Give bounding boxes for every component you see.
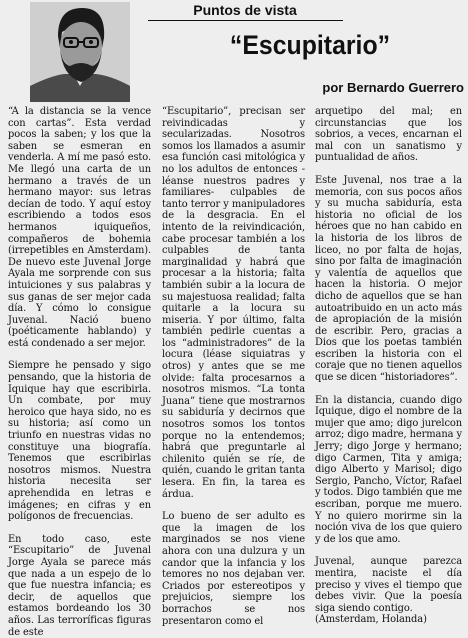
- section-label: Puntos de vista: [193, 2, 297, 18]
- article-title: “Escupitario”: [229, 30, 391, 60]
- section-divider: [148, 20, 343, 21]
- text-column-1: [8, 106, 151, 638]
- paragraph: En la distancia, cuando digo Iquique, digo el nombre de la mujer que amo; digo jurelcon arroz; digo madre, hermana y Jerry; digo Jorge y hermano; digo Carmen, Tita y amiga; digo Alberto y Marisol; digo Sergio, Pancho, Víctor, Rafael y todos. Digo también que me escriban, porque me muero. Y no quiero morirme sin la noción viva de los que quiero y de los que amo.: [315, 394, 462, 545]
- paragraph: Siempre he pensado y sigo pensando, que la historia de Iquique hay que escribirla. Un combate, por muy heroico que haya sido, no es su historia; así como un triunfo en nuestras vidas no constituye una biografía. Tenemos que escribirlas nosotros mismos. Nuestra historia necesita ser aprehendida en letras e imágenes; en cifras y en polígonos de frecuencias.: [8, 360, 151, 523]
- paragraph: Lo bueno de ser adulto es que la imagen de los marginados se nos viene ahora con una dulzura y un candor que la infancia y los temores no nos dejaban ver. Criados por estereotipos y prejuicios, siempre los borrachos se nos presentaron como el: [162, 511, 305, 627]
- byline: por Bernardo Guerrero: [322, 80, 464, 95]
- text-column-2: [162, 106, 305, 627]
- author-portrait: [30, 2, 130, 102]
- paragraph: arquetipo del mal; en circunstancias que los sobrios, a veces, encarnan el mal con un sanatismo y puntualidad de años.: [315, 106, 462, 164]
- paragraph: En todo caso, este “Escupitario” de Juvenal Jorge Ayala se parece más que nada a un espejo de lo que fue nuestra infancia; es decir, de aquellos que estamos bordeando los 30 años. Las terroríficas figuras de este: [8, 533, 151, 638]
- author-portrait-drawing: [30, 2, 130, 102]
- text-column-3: [315, 106, 462, 626]
- paragraph: “A la distancia se la vence con cartas”. Esta verdad pocos la saben; y los que la saben se esmeran en venderla. A mí me pasó esto. Me llegó una carta de un hermano a través de un hermano mayor: sus letras decían de todo. Y aquí estoy escribiendo a todos esos hermanos iquiqueños, compañeros de bohemia (irrepetibles en Amsterdam). De nuevo este Juvenal Jorge Ayala me sorprende con sus intuiciones y sus palabras y sus ganas de ser mejor cada día. Y cómo lo consigue Juvenal. Nació bueno (poéticamente hablando) y está condenado a ser mejor.: [8, 106, 151, 349]
- paragraph: “Escupitario”, precisan ser reivindicadas y secularizadas. Nosotros somos los llamados a asumir esa función casi mitológica y no los adultos de entonces -léanse nuestros padres y familiares- culpables de tanto terror y manipuladores de la desgracia. En el intento de la reivindicación, cabe procesar también a los culpables de tanta marginalidad y habrá que procesar a la historia; falta también subir a la locura de su majestuosa realidad; falta quitarle a la locura su miseria. Y por último, falta también pedirle cuentas a los “administradores” de la locura (léase siquiatras y otros) y antes que se me olvide: falta procesarnos a nosotros mismos. “La tonta Juana” tiene que mostrarnos su sabiduría y decirnos que nosotros somos los tontos porque no la entendemos; habrá que preguntarle al chilenito quién se ríe, de quién, cuando le gritan tanta lesera. En fin, la tarea es árdua.: [162, 106, 305, 500]
- paragraph: Juvenal, aunque parezca mentira, naciste el día preciso y vives el tiempo que debes vivir. Que la poesía siga siendo contigo. (Amsterdam, Holanda): [315, 556, 462, 626]
- paragraph: Este Juvenal, nos trae a la memoria, con sus pocos años y su mucha sabiduría, esta historia no oficial de los héroes que no han cabido en la historia de los libros de liceo, no por falta de hojas, sino por falta de imaginación y valentía de aquellos que hacen la historia. O mejor dicho de aquellos que se han autoatribuido en un acto más de apropiación de la misión de escribir. Pero, gracias a Dios que los poetas también escriben la historia con el coraje que no tienen aquellos que se dicen “historiadores”.: [315, 174, 462, 384]
